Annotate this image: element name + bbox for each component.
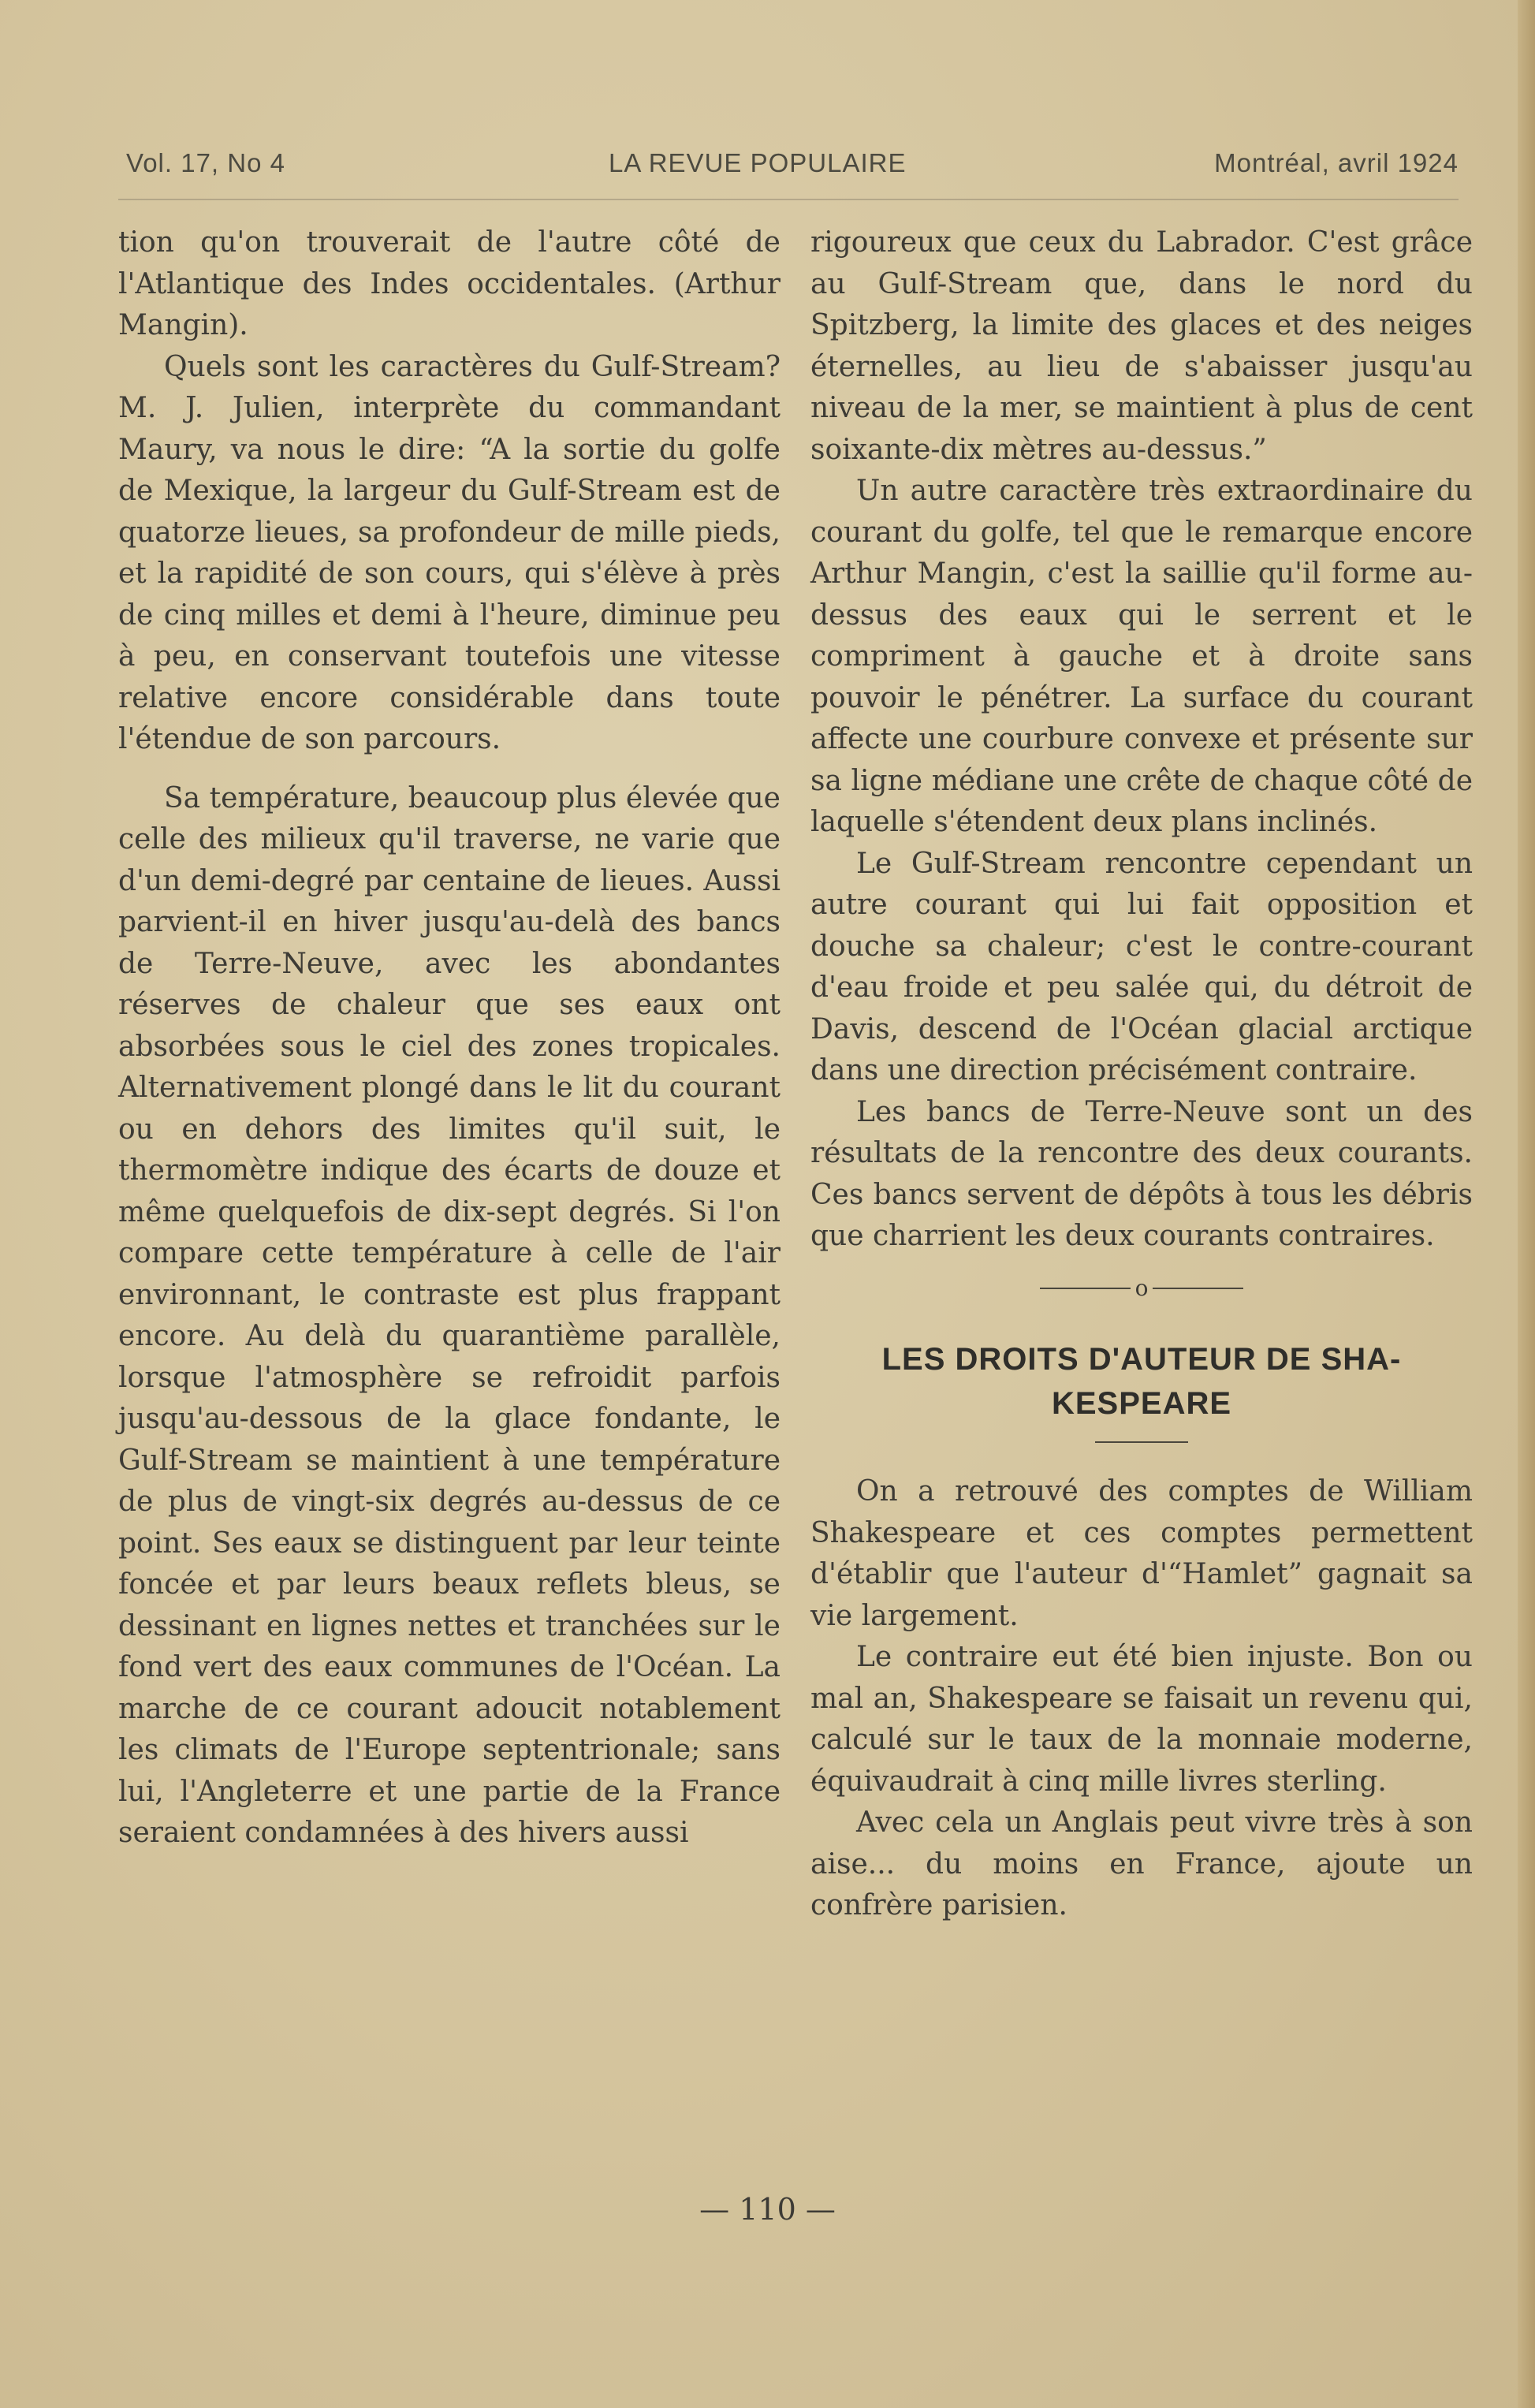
paragraph: Avec cela un Anglais peut vivre très à son aise... du moins en France, ajoute un confrère parisien.: [810, 1806, 1473, 1922]
page-edge: [1518, 0, 1535, 2408]
title-rule: [1095, 1441, 1188, 1443]
paragraph: Le Gulf-Stream rencontre cependant un autre courant qui lui fait opposition et douche sa chaleur; c'est le contre-courant d'eau froide et peu salée qui, du détroit de Davis, descend de l'Océan glacial arctique dans une direction précisément contraire.: [810, 847, 1473, 1087]
article-title-line: LES DROITS D'AUTEUR DE SHA-: [881, 1342, 1402, 1377]
paragraph: Sa température, beaucoup plus élevée que celle des milieux qu'il traverse, ne varie que d'un demi-degré par centaine de lieues. Aussi parvient-il en hiver jusqu'au-delà des bancs de Terre-Neuve, avec les abondantes réserves de chaleur que ses eaux ont absorbées sous le ciel des zones tropicales. Alternativement plongé dans le lit du courant ou en dehors des limites qu'il suit, le thermomètre indique des écarts de douze et même quelquefois de dix-sept degrés. Si l'on compare cette température à celle de l'air environnant, le contraste est plus frappant encore. Au delà du quarantième parallèle, lorsque l'atmosphère se refroidit parfois jusqu'au-dessous de la glace fondante, le Gulf-Stream se maintient à une température de plus de vingt-six degrés au-dessus de ce point. Ses eaux se distinguent par leur teinte foncée et par leurs beaux reflets bleus, se dessinant en lignes nettes et tranchées sur le fond vert des eaux communes de l'Océan. La marche de ce courant adoucit notablement les climats de l'Europe septentrionale; sans lui, l'Angleterre et une partie de la France seraient condamnées à des hivers aussi: [118, 781, 781, 1849]
article-title-line: KESPEARE: [1051, 1386, 1232, 1421]
header-journal-title: LA REVUE POPULAIRE: [609, 148, 907, 177]
section-separator: [810, 1272, 1473, 1305]
right-column: [810, 222, 1473, 1927]
paragraph: tion qu'on trouverait de l'autre côté de l'Atlantique des Indes occidentales. (Arthur Mangin).: [118, 226, 781, 341]
header-rule: [118, 199, 1459, 200]
header-date: Montréal, avril 1924: [1214, 148, 1459, 177]
separator-line: [1040, 1288, 1131, 1289]
paragraph: Quels sont les caractères du Gulf-Stream? M. J. Julien, interprète du commandant Maury, va nous le dire: “A la sortie du golfe de Mexique, la largeur du Gulf-Stream est de quatorze lieues, sa profondeur de mille pieds, et la rapidité de son cours, qui s'élève à près de cinq milles et demi à l'heure, diminue peu à peu, en conservant toutefois une vitesse relative encore considérable dans toute l'étendue de son parcours.: [118, 350, 781, 755]
paragraph: On a retrouvé des comptes de William Shakespeare et ces comptes permettent d'établir que l'auteur d'“Hamlet” gagnait sa vie largement.: [810, 1475, 1473, 1632]
paragraph: Un autre caractère très extraordinaire du courant du golfe, tel que le remarque encore Arthur Mangin, c'est la saillie qu'il forme au-dessus des eaux qui le serrent et le compriment à gauche et à droite sans pouvoir le pénétrer. La surface du courant affecte une courbure convexe et présente sur sa ligne médiane une crête de chaque côté de laquelle s'étendent deux plans inclinés.: [810, 475, 1473, 838]
article-title: [810, 1337, 1473, 1426]
separator-ornament: o: [1134, 1275, 1149, 1301]
page-number: — 110 —: [699, 2192, 836, 2227]
separator-line: [1153, 1288, 1243, 1289]
paragraph: Le contraire eut été bien injuste. Bon ou mal an, Shakespeare se faisait un revenu qui, calculé sur le taux de la monnaie moderne, équivaudrait à cinq mille livres sterling.: [810, 1641, 1473, 1798]
paragraph: Les bancs de Terre-Neuve sont un des résultats de la rencontre des deux courants. Ces bancs servent de dépôts à tous les débris que charrient les deux courants contraires.: [810, 1095, 1473, 1252]
left-column: [118, 222, 781, 1854]
paragraph: rigoureux que ceux du Labrador. C'est grâce au Gulf-Stream que, dans le nord du Spitzberg, la limite des glaces et des neiges éternelles, au lieu de s'abaisser jusqu'au niveau de la mer, se maintient à plus de cent soixante-dix mètres au-dessus.”: [810, 226, 1473, 466]
header-volume: Vol. 17, No 4: [126, 148, 285, 177]
running-header: [118, 148, 1459, 196]
